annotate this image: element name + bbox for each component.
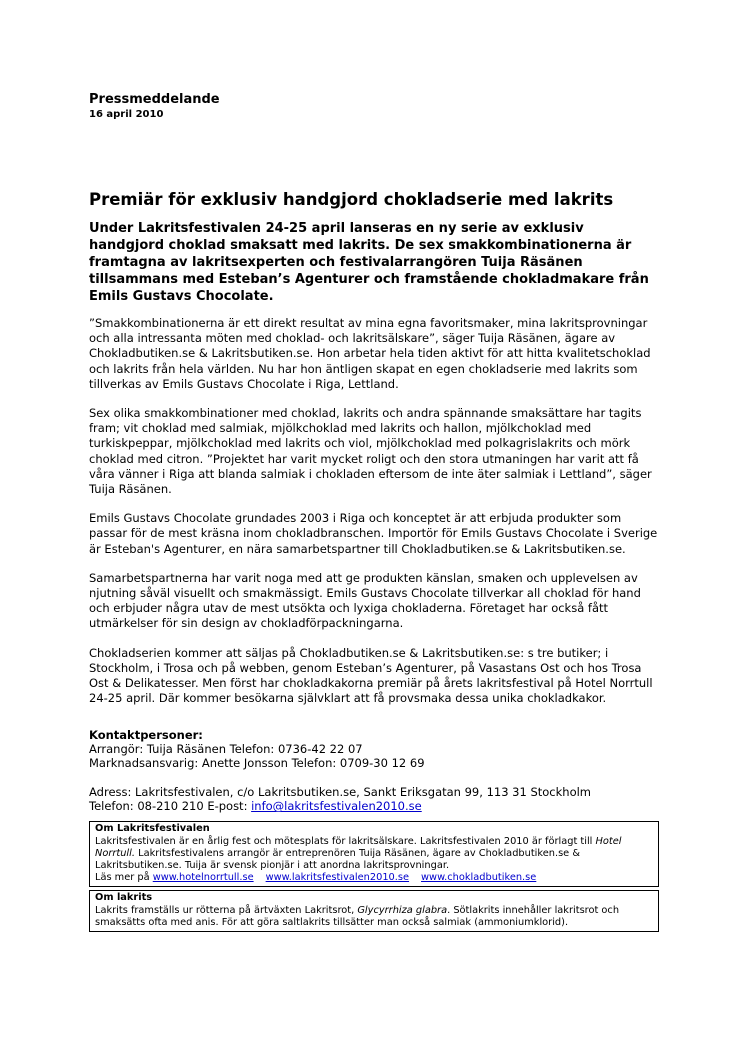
about-festival-text-part: Lakritsfestivalens arrangör är entreprenören Tuija Räsänen, ägare av Chokladbutiken.se & Lakritsbutiken.se. Tuija är svensk pionjär i att anordna lakritsprovningar. bbox=[95, 847, 580, 872]
about-festival-box bbox=[89, 821, 659, 887]
about-festival-heading: Om Lakritsfestivalen bbox=[95, 823, 210, 835]
about-licorice-text-part: Lakrits framställs ur rötterna på ärtväxten Lakritsrot, bbox=[95, 904, 358, 916]
contacts-heading: Kontaktpersoner: bbox=[89, 728, 203, 743]
headline: Premiär för exklusiv handgjord chokladserie med lakrits bbox=[89, 190, 614, 209]
body-paragraph: Chokladserien kommer att säljas på Chokladbutiken.se & Lakritsbutiken.se: s tre butiker; i Stockholm, i Trosa och på webben, genom Esteban’s Agenturer, på Vasastans Ost och hos Trosa Ost & Delikatesser. Men först har chokladkakorna premiär på årets lakritsfestival på Hotel Norrtull 24-25 april. Där kommer besökarna självklart att få provsmaka dessa unika chokladkakor. bbox=[89, 645, 653, 706]
festival-link[interactable]: www.lakritsfestivalen2010.se bbox=[265, 872, 410, 884]
about-licorice-text-part: . Sötlakrits innehåller lakritsrot och smaksätts ofta med anis. För att göra saltlakrits tillsätter man också salmiak (ammoniumklorid). bbox=[95, 904, 620, 928]
body-paragraph: Samarbetspartnerna har varit noga med att ge produkten känslan, smaken och upplevelsen av njutning såväl visuellt och smakmässigt. Emils Gustavs Chocolate tillverkar all choklad för hand och erbjuder några utav de mest utsökta och lyxiga chokladerna. Företaget har också fått utmärkelser för sin design av chokladförpackningarna. bbox=[89, 570, 641, 631]
contact-persons bbox=[89, 728, 659, 770]
press-release bbox=[89, 92, 659, 932]
postal-address: Adress: Lakritsfestivalen, c/o Lakritsbutiken.se, Sankt Eriksgatan 99, 113 31 Stockholm bbox=[89, 785, 592, 800]
read-more-line bbox=[95, 872, 653, 884]
about-licorice-box bbox=[89, 890, 659, 932]
document-type-label: Pressmeddelande bbox=[89, 92, 220, 107]
about-licorice-text bbox=[95, 905, 653, 929]
hotel-link[interactable]: www.hotelnorrtull.se bbox=[152, 872, 254, 884]
phone-text: Telefon: 08-210 210 E-post: bbox=[89, 799, 252, 814]
chokladbutiken-link[interactable]: www.chokladbutiken.se bbox=[421, 872, 537, 884]
lead-paragraph: Under Lakritsfestivalen 24-25 april lanseras en ny serie av exklusiv handgjord choklad smaksatt med lakrits. De sex smakkombinationerna är framtagna av lakritsexperten och festivalarrangören Tuija Räsänen tillsammans med Esteban’s Agenturer och framstående chokladmakare från Emils Gustavs Chocolate. bbox=[89, 221, 649, 304]
phone-email-line bbox=[89, 799, 659, 813]
body-paragraph: Sex olika smakkombinationer med choklad, lakrits och andra spännande smaksättare har tagits fram; vit choklad med salmiak, mjölkchoklad med lakrits och hallon, mjölkchoklad med turkiskpeppar, mjölkchoklad med lakrits och viol, mjölkchoklad med polkagrislakrits och mörk choklad med citron. ”Projektet har varit mycket roligt och den stora utmaningen har varit att få våra vänner i Riga att blanda salmiak i chokladen eftersom de inte äter salmiak i Lettland”, säger Tuija Räsänen. bbox=[89, 406, 652, 497]
address-block bbox=[89, 785, 659, 813]
release-date: 16 april 2010 bbox=[89, 109, 164, 120]
latin-name: Glycyrrhiza glabra bbox=[357, 904, 448, 916]
about-licorice-heading: Om lakrits bbox=[95, 892, 153, 904]
hotel-name: Hotel Norrtull. bbox=[95, 835, 622, 859]
contact-marketing: Marknadsansvarig: Anette Jonsson Telefon: 0709-30 12 69 bbox=[89, 756, 425, 771]
contact-organizer: Arrangör: Tuija Räsänen Telefon: 0736-42 22 07 bbox=[89, 742, 363, 757]
about-festival-text bbox=[95, 836, 653, 873]
about-festival-text-part: Lakritsfestivalen är en årlig fest och mötesplats för lakritsälskare. Lakritsfestivalen 2010 är förlagt till bbox=[95, 835, 596, 847]
email-link[interactable]: info@lakritsfestivalen2010.se bbox=[251, 799, 422, 814]
body-paragraph: ”Smakkombinationerna är ett direkt resultat av mina egna favoritsmaker, mina lakritsprovningar och alla intressanta möten med choklad- och lakritsälskare”, säger Tuija Räsänen, ägare av Chokladbutiken.se & Lakritsbutiken.se. Hon arbetar hela tiden aktivt för att hitta kvalitetschoklad och lakrits från hela världen. Nu har hon äntligen skapat en egen chokladserie med lakrits som tillverkas av Emils Gustavs Chocolate i Riga, Lettland. bbox=[89, 316, 651, 391]
body-paragraph: Emils Gustavs Chocolate grundades 2003 i Riga och konceptet är att erbjuda produkter som passar för de mest kräsna inom chokladbranschen. Importör för Emils Gustavs Chocolate i Sverige är Esteban's Agenturer, en nära samarbetspartner till Chokladbutiken.se & Lakritsbutiken.se. bbox=[89, 511, 658, 556]
read-more-label: Läs mer på bbox=[95, 872, 153, 884]
